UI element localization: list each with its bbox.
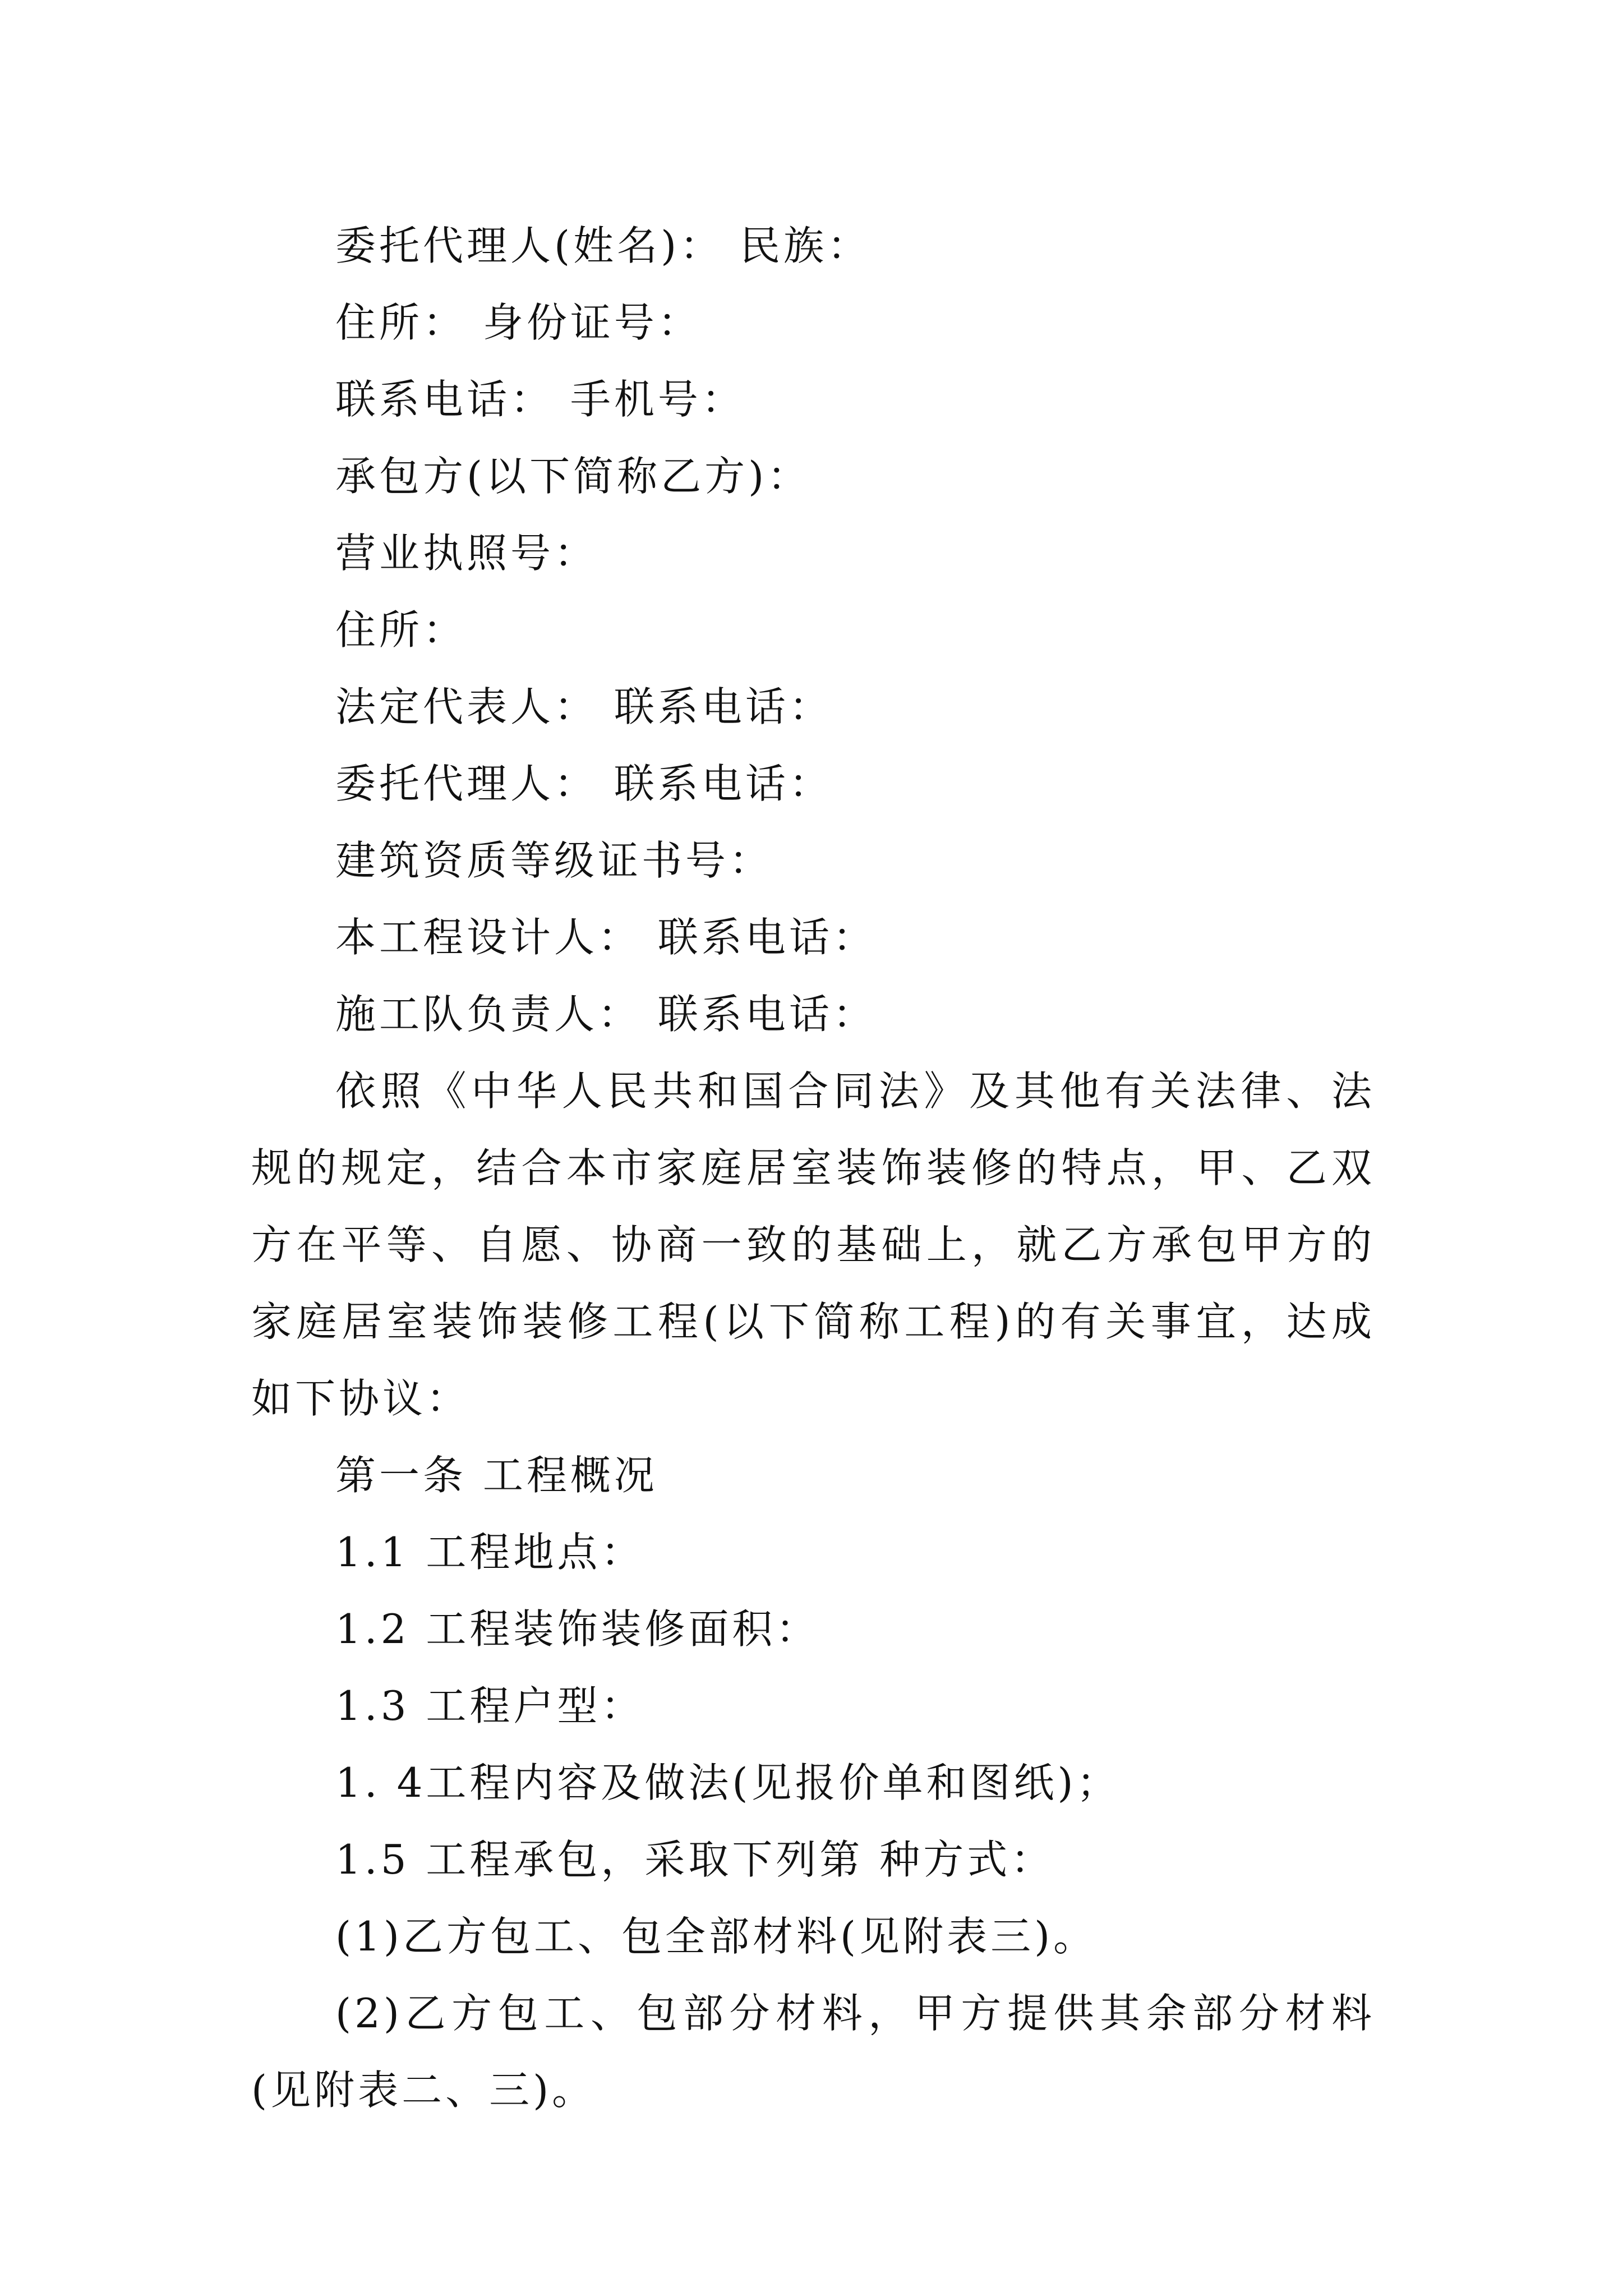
- business-license-line: 营业执照号：: [335, 530, 598, 577]
- qualification-certificate-line: 建筑资质等级证书号：: [335, 837, 773, 884]
- item-layout: 1.3 工程户型：: [335, 1682, 645, 1729]
- item-contract-method: 1.5 工程承包，采取下列第 种方式：: [335, 1836, 1055, 1883]
- contractor-agent-line: 委托代理人： 联系电话：: [335, 760, 833, 807]
- phone-line: 联系电话： 手机号：: [335, 376, 745, 423]
- option-two-paragraph: (2)乙方包工、包部分材料，甲方提供其余部分材料(见附表二、三)。: [251, 1990, 1375, 2114]
- designer-line: 本工程设计人： 联系电话：: [335, 914, 877, 961]
- contractor-line: 承包方(以下简称乙方)：: [335, 453, 811, 500]
- item-area: 1.2 工程装饰装修面积：: [335, 1605, 820, 1653]
- legal-representative-line: 法定代表人： 联系电话：: [335, 683, 833, 730]
- construction-lead-line: 施工队负责人： 联系电话：: [335, 991, 877, 1038]
- contractor-address-line: 住所：: [335, 606, 467, 654]
- item-location: 1.1 工程地点：: [335, 1529, 645, 1576]
- agent-name-line: 委托代理人(姓名)： 民族：: [335, 222, 872, 269]
- article-title: 第一条 工程概况: [335, 1452, 658, 1499]
- document-body: [251, 208, 1375, 2129]
- item-content: 1. 4工程内容及做法(见报价单和图纸)；: [335, 1759, 1121, 1806]
- option-one: (1)乙方包工、包全部材料(见附表三)。: [335, 1913, 1098, 1960]
- intro-paragraph: 依照《中华人民共和国合同法》及其他有关法律、法规的规定，结合本市家庭居室装饰装修的特点，甲、乙双方在平等、自愿、协商一致的基础上，就乙方承包甲方的家庭居室装饰装修工程(以下简称工程)的有关事宜，达成如下协议：: [251, 1068, 1375, 1422]
- address-line: 住所： 身份证号：: [335, 299, 702, 346]
